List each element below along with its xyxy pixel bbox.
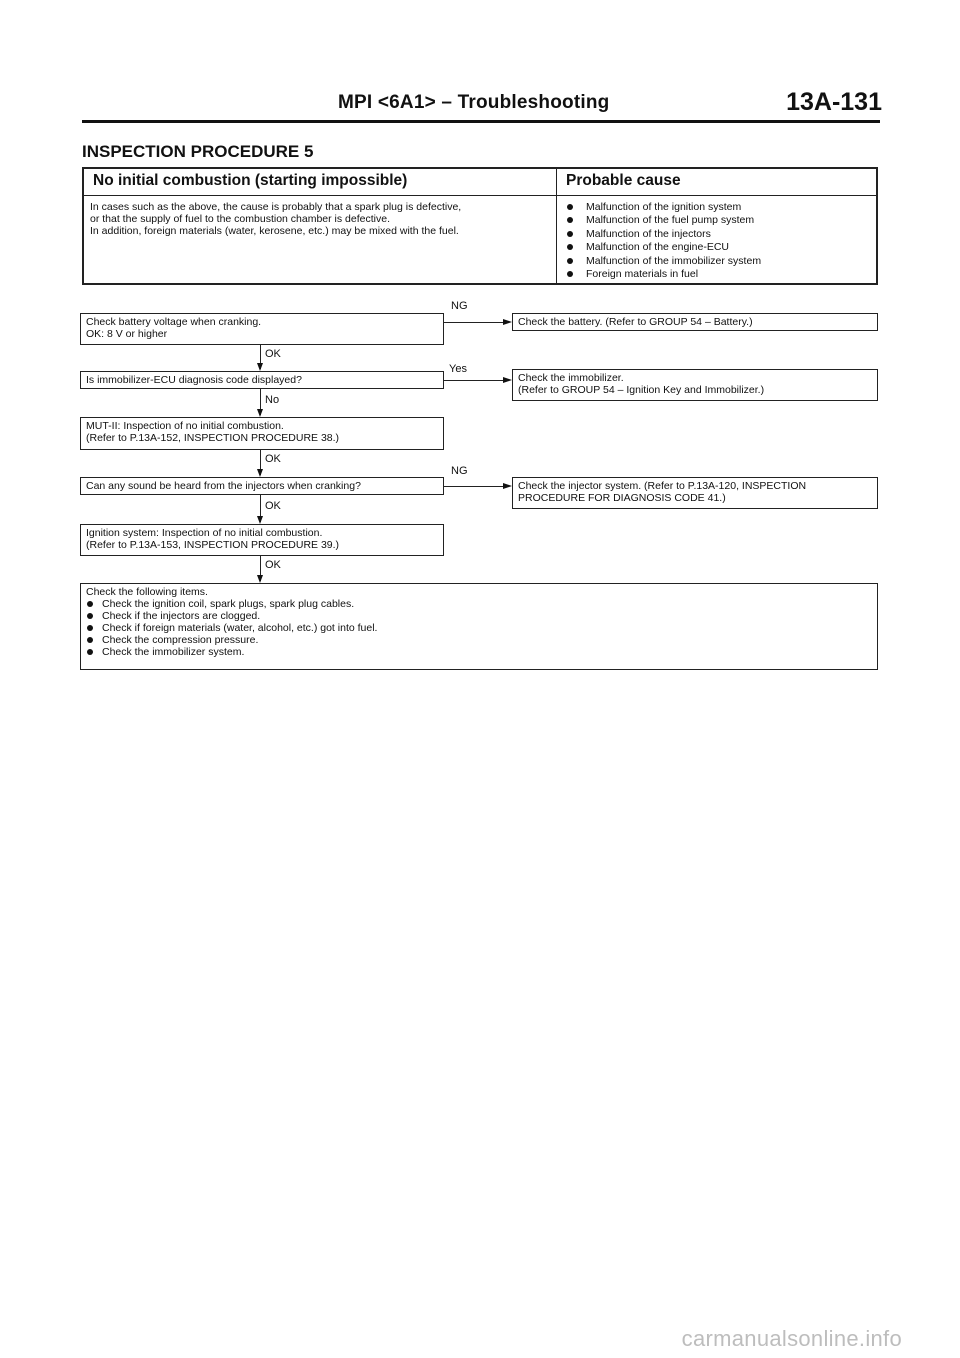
final-check-item: Check if the injectors are clogged. <box>86 610 872 622</box>
step-mut-inspection: MUT-II: Inspection of no initial combustion. (Refer to P.13A-152, INSPECTION PROCEDURE 38.) <box>80 417 444 450</box>
step-immobilizer-code: Is immobilizer-ECU diagnosis code displayed? <box>80 371 444 389</box>
arrow-down-icon <box>257 575 263 583</box>
final-check-box <box>80 583 878 670</box>
connector-line <box>260 556 261 581</box>
ok-label: OK <box>265 453 281 465</box>
arrow-right-icon <box>503 319 512 325</box>
arrow-down-icon <box>257 516 263 524</box>
step-injector-sound: Can any sound be heard from the injectors when cranking? <box>80 477 444 495</box>
page-header-title: MPI <6A1> – Troubleshooting <box>338 92 610 113</box>
arrow-down-icon <box>257 363 263 371</box>
header-rule <box>82 120 880 123</box>
connector-line <box>444 380 504 381</box>
connector-line <box>260 345 261 369</box>
cause-item: Foreign materials in fuel <box>564 268 761 281</box>
watermark: carmanualsonline.info <box>681 1326 902 1351</box>
final-check-item: Check the compression pressure. <box>86 634 872 646</box>
problem-table <box>82 167 878 285</box>
procedure-title: INSPECTION PROCEDURE 5 <box>82 142 314 161</box>
arrow-right-icon <box>503 483 512 489</box>
arrow-down-icon <box>257 469 263 477</box>
step-ignition-inspection: Ignition system: Inspection of no initial combustion. (Refer to P.13A-153, INSPECTION PROCEDURE 39.) <box>80 524 444 556</box>
ok-label: OK <box>265 559 281 571</box>
symptom-description: In cases such as the above, the cause is probably that a spark plug is defective, or that the supply of fuel to the combustion chamber is defective. In addition, foreign materials (water, kerosene, etc.) may be mixed with the fuel. <box>90 201 462 237</box>
arrow-right-icon <box>503 377 512 383</box>
cause-item: Malfunction of the injectors <box>564 228 761 241</box>
problem-table-divider <box>556 169 557 283</box>
yes-label: Yes <box>449 363 467 375</box>
page-number: 13A-131 <box>786 88 882 116</box>
probable-cause-header: Probable cause <box>566 172 681 189</box>
connector-line <box>260 495 261 522</box>
ng-label: NG <box>451 300 468 312</box>
final-check-item: Check the immobilizer system. <box>86 646 872 658</box>
cause-item: Malfunction of the immobilizer system <box>564 255 761 268</box>
cause-item: Malfunction of the fuel pump system <box>564 214 761 227</box>
final-check-item: Check if foreign materials (water, alcohol, etc.) got into fuel. <box>86 622 872 634</box>
action-check-immobilizer: Check the immobilizer. (Refer to GROUP 54 – Ignition Key and Immobilizer.) <box>512 369 878 401</box>
action-check-battery: Check the battery. (Refer to GROUP 54 – Battery.) <box>512 313 878 331</box>
probable-cause-list <box>564 201 761 281</box>
connector-line <box>260 450 261 475</box>
final-check-list <box>86 598 872 658</box>
connector-line <box>444 322 504 323</box>
cause-item: Malfunction of the ignition system <box>564 201 761 214</box>
symptom-header: No initial combustion (starting impossible) <box>93 172 408 189</box>
final-check-item: Check the ignition coil, spark plugs, spark plug cables. <box>86 598 872 610</box>
ok-label: OK <box>265 348 281 360</box>
no-label: No <box>265 394 280 406</box>
ok-label: OK <box>265 500 281 512</box>
cause-item: Malfunction of the engine-ECU <box>564 241 761 254</box>
final-check-title: Check the following items. <box>86 586 208 598</box>
connector-line <box>444 486 504 487</box>
step-battery-voltage: Check battery voltage when cranking. OK: 8 V or higher <box>80 313 444 345</box>
connector-line <box>260 389 261 415</box>
action-check-injector: Check the injector system. (Refer to P.13A-120, INSPECTION PROCEDURE FOR DIAGNOSIS CODE 41.) <box>512 477 878 509</box>
arrow-down-icon <box>257 409 263 417</box>
ng-label: NG <box>451 465 468 477</box>
